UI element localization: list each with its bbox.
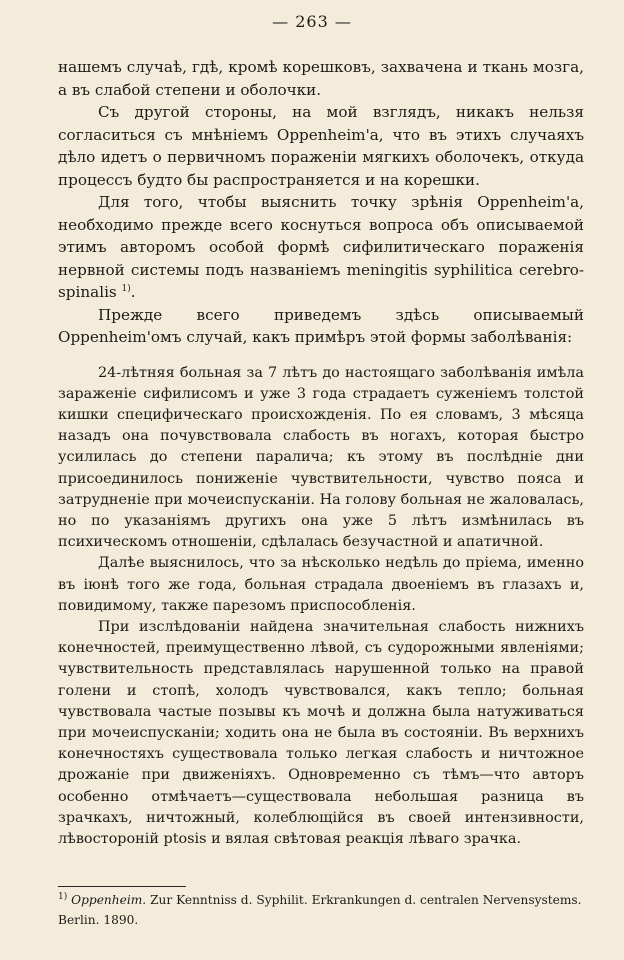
footnote-line bbox=[58, 890, 584, 930]
case-quotation bbox=[58, 363, 584, 851]
case-paragraph: 24-лѣтняя больная за 7 лѣтъ до настоящаго заболѣванія имѣла зараженіе сифилисомъ и уже 3 года страдаетъ суженіемъ толстой кишки специфическаго происхожденія. По ея словамъ, 3 мѣсяца назадъ она почувствовала слабость въ ногахъ, которая быстро усилилась до степени паралича; къ этому въ послѣдніе дни присоединилось пониженіе чувствительности, чувство пояса и затрудненіе при мочеиспусканіи. На голову больная не жаловалась, но по указаніямъ другихъ она уже 5 лѣтъ измѣнилась въ психическомъ отношеніи, сдѣлалась безучастной и апатичной. bbox=[58, 364, 584, 551]
paragraph-text: Для того, чтобы выяснить точку зрѣнія Oppenheim'а, необходимо прежде всего коснуться вопроса объ описываемой этимъ авторомъ особой формѣ сифилитическаго пораженія нервной системы подъ названіемъ meningitis syphilitica cerebro-spinalis bbox=[58, 193, 584, 301]
footnote-text: Zur Kenntniss d. Syphilit. Erkrankungen d. centralen Nervensystems. Berlin. 1890. bbox=[58, 893, 582, 927]
footnote-reference[interactable]: 1) bbox=[121, 283, 131, 294]
footnote-author: Oppenheim. bbox=[71, 893, 147, 907]
main-text bbox=[58, 56, 584, 850]
paragraph: Съ другой стороны, на мой взглядъ, никакъ нельзя согласиться съ мнѣніемъ Oppenheim'а, что въ этихъ случаяхъ дѣло идетъ о первичномъ пораженіи мягкихъ оболочекъ, откуда процессъ будто бы распространяется и на корешки. bbox=[58, 103, 584, 189]
paragraph: нашемъ случаѣ, гдѣ, кромѣ корешковъ, захвачена и ткань мозга, а въ слабой степени и оболочки. bbox=[58, 58, 584, 99]
case-paragraph: При изслѣдованіи найдена значительная слабость нижнихъ конечностей, преимущественно лѣвой, съ судорожными явленіями; чувствительность представлялась нарушенной только на правой голени и стопѣ, холодъ чувствовался, какъ тепло; больная чувствовала частые позывы къ мочѣ и должна была натуживаться при мочеиспусканіи; ходить она не была въ состояніи. Въ верхнихъ конечностяхъ существовала только легкая слабость и ничтожное дрожаніе при движеніяхъ. Одновременно съ тѣмъ—что авторъ особенно отмѣчаетъ—существовала небольшая разница въ зрачкахъ, ничтожный, колеблющійся въ своей интензивности, лѣвосторонiй ptosis и вялая свѣтовая реакція лѣваго зрачка. bbox=[58, 618, 584, 847]
footnote-divider bbox=[58, 886, 186, 887]
paragraph: Для того, чтобы выяснить точку зрѣнія Oppenheim'а, необходимо прежде всего коснуться вопроса объ описываемой этимъ авторомъ особой формѣ сифилитическаго пораженія нервной системы подъ названіемъ meningitis syphilitica cerebro-spinalis $^{1)}$. bbox=[58, 193, 584, 301]
footnote bbox=[58, 890, 584, 930]
page-number: — 263 — bbox=[272, 12, 352, 31]
footnote-marker: 1) bbox=[58, 891, 68, 902]
paragraph: Прежде всего приведемъ здѣсь описываемый Oppenheim'омъ случай, какъ примѣръ этой формы заболѣванія: bbox=[58, 305, 584, 346]
case-paragraph: Далѣе выяснилось, что за нѣсколько недѣль до пріема, именно въ іюнѣ того же года, больная страдала двоеніемъ въ глазахъ и, повидимому, также парезомъ приспособленія. bbox=[58, 555, 584, 614]
